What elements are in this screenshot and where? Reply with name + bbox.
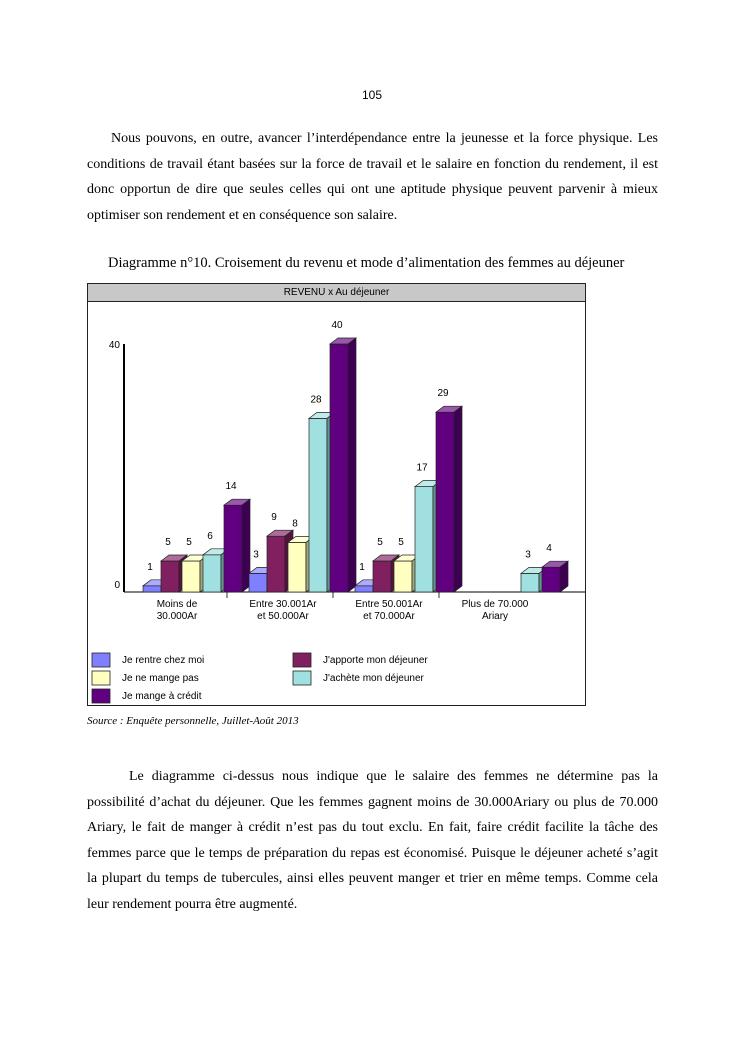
chart-title: REVENU x Au déjeuner — [88, 284, 585, 302]
chart-container — [87, 283, 586, 706]
x-tick-label: Moins de — [156, 599, 198, 610]
bar — [330, 344, 348, 592]
diagram-title: Diagramme n°10. Croisement du revenu et mode d’alimentation des femmes au déjeuner — [108, 255, 625, 271]
x-tick-label: et 70.000Ar — [363, 611, 415, 622]
bar — [182, 561, 200, 592]
data-label: 17 — [416, 462, 428, 474]
x-tick-label: Entre 30.001Ar — [249, 599, 317, 610]
bar — [373, 561, 391, 592]
analysis-paragraph: Le diagramme ci-dessus nous indique que le salaire des femmes ne détermine pas la possibilité d’achat du déjeuner. Que les femmes gagnent moins de 30.000Ariary ou plus de 70.000 Ariary, le fait de manger à crédit n’est pas du tout exclu. En fait, faire crédit facilite la tâche des femmes parce que le temps de préparation du repas est économisé. Puisque le déjeuner acheté s’agit la plupart du temps de tubercules, ainsi elles peuvent manger et trier en même temps. Comme cela leur rendement pourra être augmenté. — [87, 769, 658, 912]
legend-label: J'achète mon déjeuner — [323, 673, 424, 684]
legend-swatch — [293, 653, 311, 667]
x-tick-label: Plus de 70.000 — [461, 599, 529, 610]
data-label: 1 — [359, 561, 365, 573]
page-number: 105 — [361, 88, 383, 102]
bar — [309, 418, 327, 592]
legend-label: Je mange à crédit — [122, 691, 202, 702]
bar — [267, 536, 285, 592]
bar-side — [348, 338, 356, 592]
bar — [203, 555, 221, 592]
data-label: 40 — [331, 320, 343, 331]
y-tick-label: 0 — [114, 580, 120, 591]
data-label: 28 — [310, 394, 322, 406]
data-label: 14 — [225, 481, 237, 493]
bar — [542, 567, 560, 592]
data-label: 6 — [207, 530, 213, 542]
legend-label: J'apporte mon déjeuner — [323, 655, 428, 666]
legend-label: Je ne mange pas — [122, 673, 199, 684]
bar-side — [454, 406, 462, 592]
data-label: 5 — [377, 537, 383, 548]
source-note: Source : Enquête personnelle, Juillet-Août 2013 — [87, 715, 299, 727]
x-tick-label: 30.000Ar — [156, 611, 198, 622]
bar — [161, 561, 179, 592]
legend-swatch — [92, 671, 110, 685]
bar — [224, 505, 242, 592]
data-label: 4 — [546, 543, 552, 555]
x-tick-label: Ariary — [481, 611, 509, 622]
data-label: 9 — [271, 512, 277, 524]
legend-label: Je rentre chez moi — [122, 655, 205, 666]
y-tick-label: 40 — [108, 340, 120, 351]
bar — [415, 487, 433, 592]
bar — [249, 573, 267, 592]
bar — [355, 586, 373, 592]
x-tick-label: et 50.000Ar — [257, 611, 309, 622]
bar — [394, 561, 412, 592]
bar — [143, 586, 161, 592]
x-tick-label: Entre 50.001Ar — [355, 599, 423, 610]
legend-swatch — [92, 689, 110, 703]
data-label: 29 — [437, 388, 449, 400]
data-label: 3 — [525, 549, 531, 561]
legend-swatch — [293, 671, 311, 685]
bar — [436, 412, 454, 592]
data-label: 8 — [292, 518, 298, 530]
data-label: 1 — [147, 561, 153, 573]
bar — [521, 573, 539, 592]
bar — [288, 542, 306, 592]
data-label: 5 — [186, 537, 192, 548]
bar-chart — [88, 284, 586, 706]
intro-paragraph: Nous pouvons, en outre, avancer l’interdépendance entre la jeunesse et la force physique. Les conditions de travail étant basées sur la force de travail et le salaire en fonction du rendement, il est donc opportun de dire que seules celles qui ont une aptitude physique peuvent parvenir à mieux optimiser son rendement et en conséquence son salaire. — [87, 131, 658, 223]
legend-swatch — [92, 653, 110, 667]
data-label: 3 — [253, 549, 259, 561]
data-label: 5 — [398, 537, 404, 548]
data-label: 5 — [165, 537, 171, 548]
